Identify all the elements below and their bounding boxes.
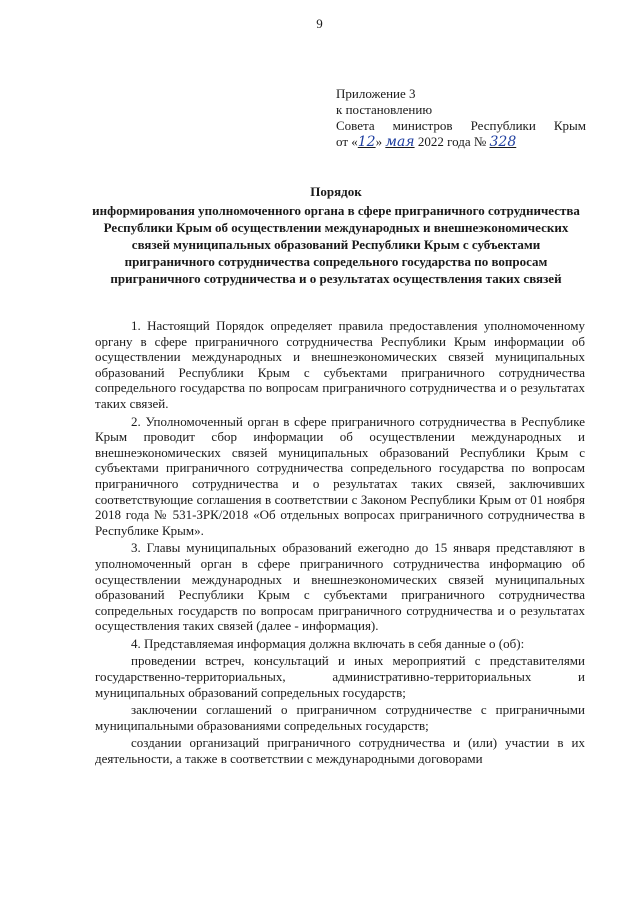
title-subtitle: информирования уполномоченного органа в сфере приграничного сотрудничества Республики Крым об осуществлении международных и внешнеэкономических связей муниципальных образований Республики Крым с субъектами приграничного сотрудничества сопредельного государства по вопросам приграничного сотрудничества и о результатах осуществления таких связей	[92, 203, 580, 286]
paragraph-1: 1. Настоящий Порядок определяет правила предоставления уполномоченному органу в сфере приграничного сотрудничества Республики Крым информации об осуществлении международных и внешнеэкономических связей муниципальных образований Республики Крым с субъектами приграничного сотрудничества сопредельного государства по вопросам приграничного сотрудничества и о результатах таких связей.	[95, 318, 585, 411]
handwritten-month: мая	[385, 134, 415, 150]
sub-item-agreements: заключении соглашений о приграничном сотрудничестве с приграничными муниципальными образованиями сопредельных государств;	[95, 702, 585, 733]
appendix-line-1: Приложение 3	[336, 86, 416, 101]
document-title	[86, 183, 586, 287]
date-year: 2022 года №	[417, 134, 487, 149]
appendix-block	[336, 86, 586, 150]
sub-item-organizations: создании организаций приграничного сотрудничества и (или) участии в их деятельности, а также в соответствии с международными договорами	[95, 735, 585, 767]
paragraph-4: 4. Представляемая информация должна включать в себя данные о (об):	[131, 635, 525, 651]
appendix-line-3: Совета министров Республики Крым	[336, 118, 586, 133]
handwritten-number: 328	[489, 134, 517, 150]
paragraph-3: 3. Главы муниципальных образований ежегодно до 15 января представляют в уполномоченный орган в сфере приграничного сотрудничества информацию об осуществлении международных и внешнеэкономических связей муниципальных образований Республики Крым с субъектами приграничного сотрудничества сопредельных государств по вопросам приграничного сотрудничества и о результатах осуществления таких связей (далее - информация).	[95, 540, 585, 634]
date-prefix: от «	[336, 134, 358, 149]
page-number: 9	[316, 16, 323, 31]
document-body	[95, 318, 585, 769]
appendix-date-line	[336, 134, 586, 150]
handwritten-day: 12	[357, 134, 376, 150]
sub-item-meetings: проведении встреч, консультаций и иных мероприятий с представителями государственно-территориальных, административно-территориальных и муниципальных образований сопредельных государств;	[95, 653, 585, 700]
appendix-line-2: к постановлению	[336, 102, 433, 117]
date-mid: »	[375, 134, 383, 149]
paragraph-2: 2. Уполномоченный орган в сфере приграничного сотрудничества в Республике Крым проводит сбор информации об осуществлении международных и внешнеэкономических связей муниципальных образований Республики Крым с субъектами приграничного сотрудничества сопредельного государства по вопросам приграничного сотрудничества и о результатах таких связей, заключивших соответствующие соглашения в соответствии с Законом Республики Крым от 01 ноября 2018 года № 531-ЗРК/2018 «Об отдельных вопросах приграничного сотрудничества в Республике Крым».	[95, 413, 585, 538]
title-heading: Порядок	[310, 184, 362, 199]
